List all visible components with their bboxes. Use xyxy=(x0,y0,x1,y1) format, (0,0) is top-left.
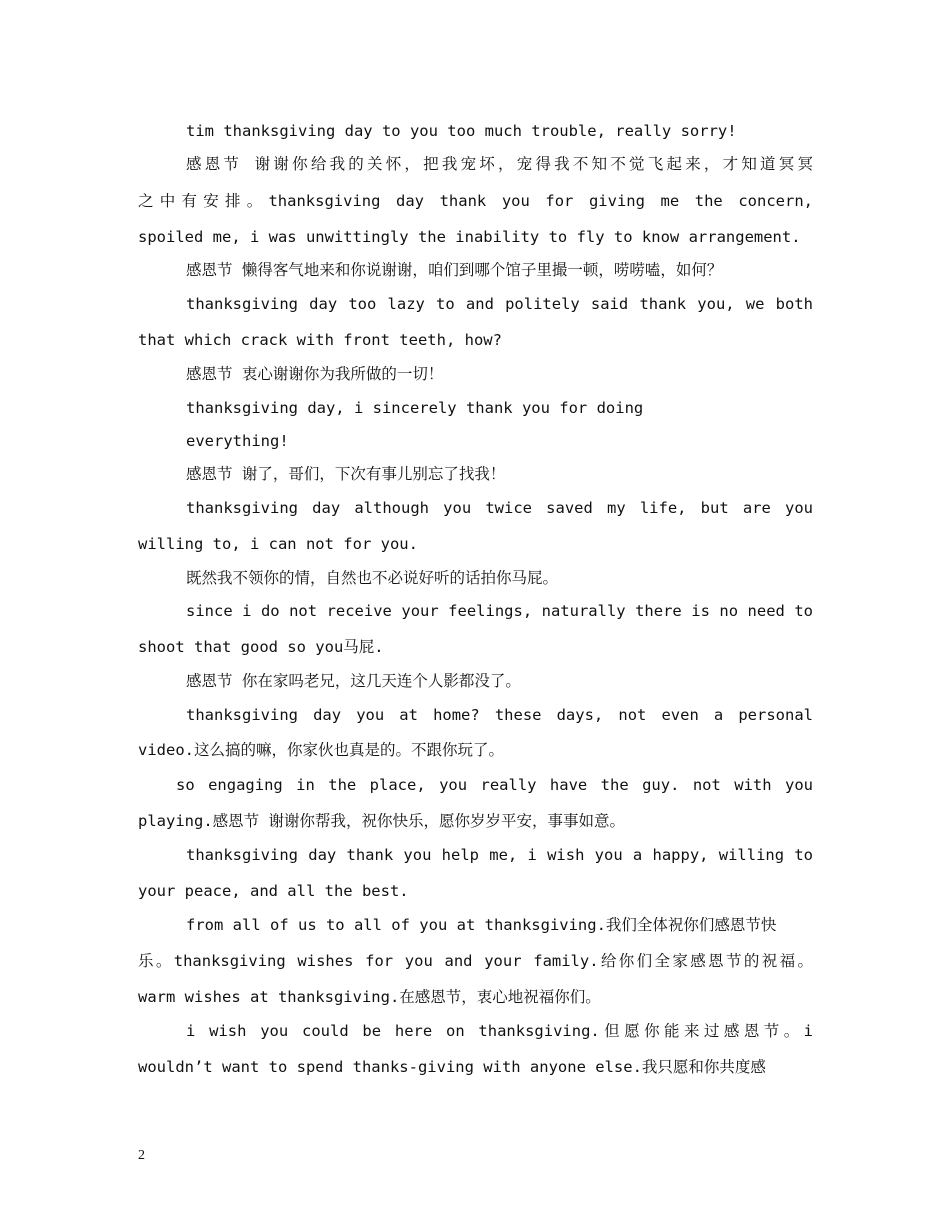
text-line: 感恩节 衷心谢谢你为我所做的一切！ xyxy=(186,365,444,383)
text-line: thanksgiving day although you twice saved my life, but are you xyxy=(186,499,813,517)
text-line: thanksgiving day you at home? these days, not even a personal xyxy=(186,706,813,724)
text-line: 既然我不领你的情，自然也不必说好听的话拍你马屁。 xyxy=(186,569,559,587)
text-line: 之中有安排。thanksgiving day thank you for giving me the concern, xyxy=(138,192,813,210)
text-line: playing.感恩节 谢谢你帮我，祝你快乐，愿你岁岁平安，事事如意。 xyxy=(138,812,625,830)
text-line: 乐。thanksgiving wishes for you and your family.给你们全家感恩节的祝福。 xyxy=(138,952,813,970)
text-line: that which crack with front teeth, how? xyxy=(138,331,502,349)
text-line: so engaging in the place, you really have the guy. not with you xyxy=(176,776,813,794)
text-line: 感恩节 谢了，哥们，下次有事儿别忘了找我！ xyxy=(186,465,506,483)
text-line: your peace, and all the best. xyxy=(138,882,409,900)
text-line: i wish you could be here on thanksgiving.但愿你能来过感恩节。i xyxy=(186,1022,813,1040)
text-line: warm wishes at thanksgiving.在感恩节，衷心地祝福你们。 xyxy=(138,988,601,1006)
text-line: thanksgiving day, i sincerely thank you for doing xyxy=(186,399,644,417)
text-line: shoot that good so you马屁. xyxy=(138,638,384,656)
text-line: 感恩节 谢谢你给我的关怀，把我宠坏，宠得我不知不觉飞起来，才知道冥冥 xyxy=(186,155,813,173)
text-line: willing to, i can not for you. xyxy=(138,535,418,553)
text-line: wouldn’t want to spend thanks-giving with anyone else.我只愿和你共度感 xyxy=(138,1058,766,1076)
text-line: thanksgiving day too lazy to and politely said thank you, we both xyxy=(186,295,813,313)
text-line: from all of us to all of you at thanksgiving.我们全体祝你们感恩节快 xyxy=(186,916,777,934)
text-line: 感恩节 懒得客气地来和你说谢谢，咱们到哪个馆子里撮一顿，唠唠嗑，如何？ xyxy=(186,261,723,279)
text-line: everything! xyxy=(186,432,289,450)
page-number: 2 xyxy=(138,1148,145,1163)
text-line: video.这么搞的嘛，你家伙也真是的。不跟你玩了。 xyxy=(138,741,504,759)
text-line: 感恩节 你在家吗老兄，这几天连个人影都没了。 xyxy=(186,672,521,690)
text-line: thanksgiving day thank you help me, i wish you a happy, willing to xyxy=(186,846,813,864)
text-line: spoiled me, i was unwittingly the inability to fly to know arrangement. xyxy=(138,228,801,246)
text-line: since i do not receive your feelings, naturally there is no need to xyxy=(186,602,813,620)
text-line: tim thanksgiving day to you too much trouble, really sorry! xyxy=(186,122,737,140)
